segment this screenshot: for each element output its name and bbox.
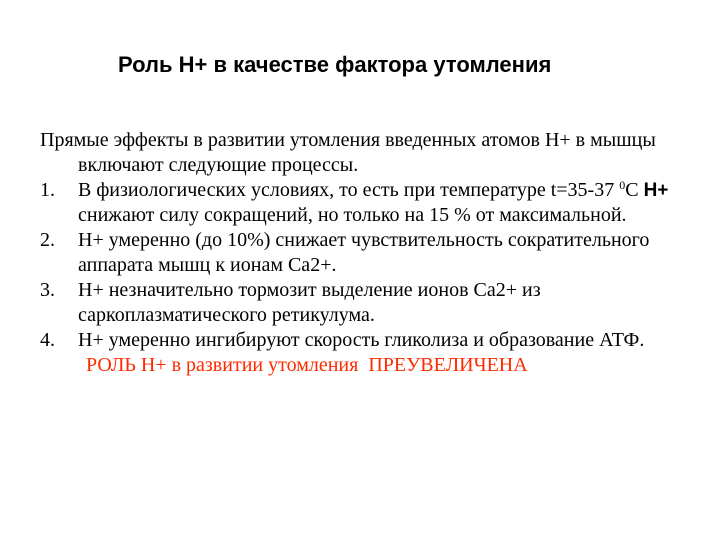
conclusion-line — [40, 353, 680, 378]
list-item-2 — [40, 228, 680, 278]
list-item-text: Н+ умеренно (до 10%) снижает чувствительность сократительного аппарата мышц к ионам Са2+. — [78, 229, 650, 276]
list-item-1 — [40, 178, 680, 228]
degree-superscript: 0 — [619, 178, 626, 192]
conclusion-emphasis: ПРЕУВЕЛИЧЕНА — [368, 354, 528, 376]
list-item-4 — [40, 328, 680, 353]
bold-ion-label: Н+ — [643, 180, 669, 201]
slide-body — [40, 128, 680, 378]
list-item-number: 1. — [40, 179, 55, 201]
conclusion-text: РОЛЬ Н+ в развитии утомления — [86, 354, 359, 376]
list-item-text: Н+ умеренно ингибируют скорость гликолиза и образование АТФ. — [78, 329, 645, 351]
list-item-text-part1: В физиологических условиях, то есть при температуре t=35-37 — [78, 179, 620, 201]
intro-paragraph: Прямые эффекты в развитии утомления введенных атомов Н+ в мышцы включают следующие процессы. — [40, 129, 656, 176]
list-item-number: 3. — [40, 279, 55, 301]
list-item-text-part3: снижают силу сокращений, но только на 15 % от максимальной. — [78, 204, 627, 226]
list-item-number: 4. — [40, 329, 55, 351]
list-item-3 — [40, 278, 680, 328]
slide-title: Роль Н+ в качестве фактора утомления — [118, 52, 552, 77]
list-item-number: 2. — [40, 229, 55, 251]
list-item-text: Н+ незначительно тормозит выделение ионов Са2+ из саркоплазматического ретикулума. — [78, 279, 541, 326]
list-item-text-part2: С — [625, 179, 644, 201]
